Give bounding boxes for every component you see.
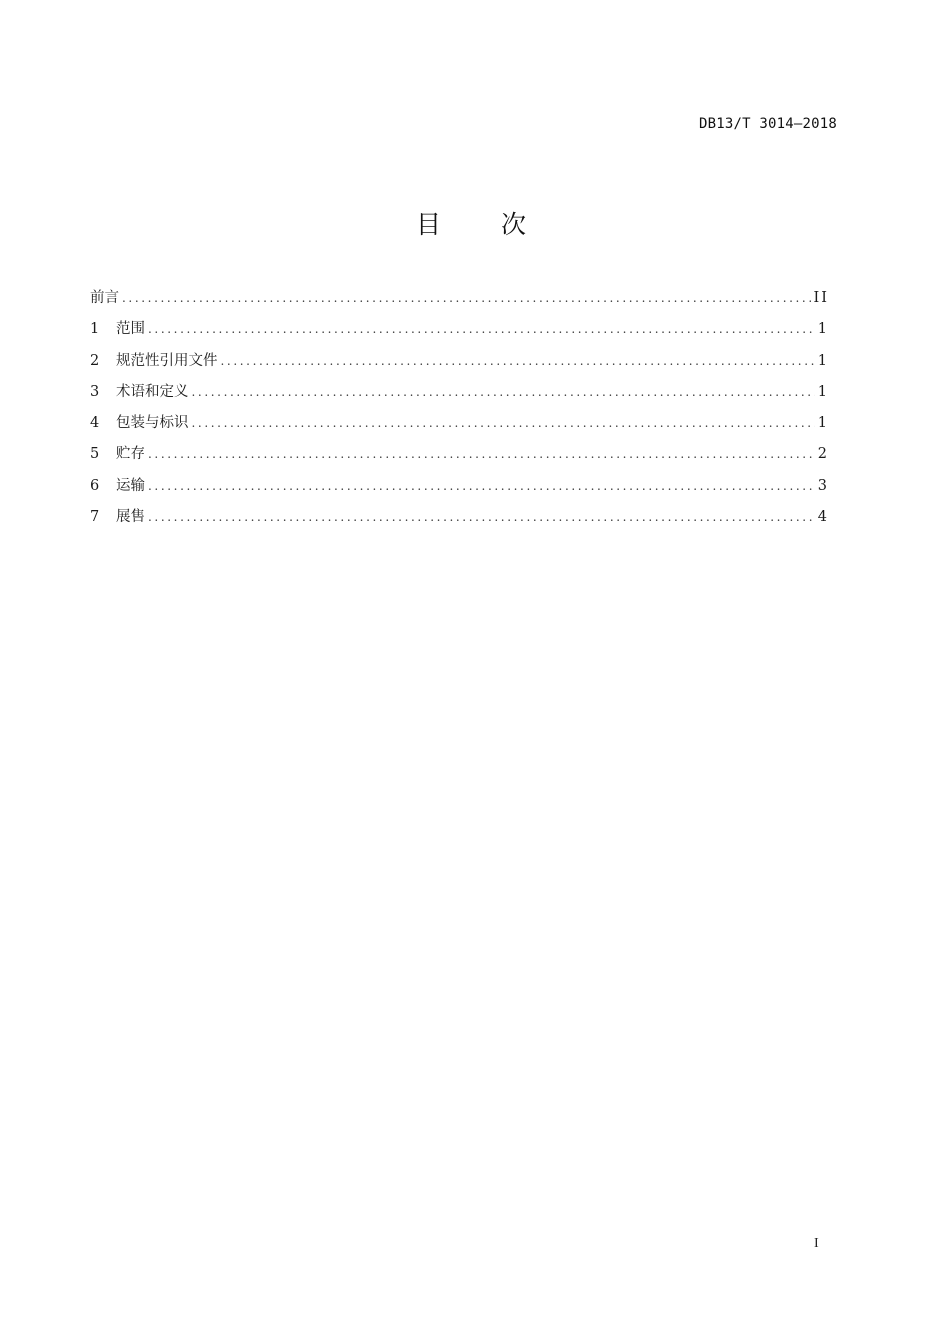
toc-entry-page: II [813,290,829,306]
toc-leader-dots [148,505,815,529]
toc-entry-page: 1 [817,352,829,369]
toc-leader-dots [192,411,815,435]
toc-leader-dots [148,442,815,466]
toc-entry-label: 术语和定义 [116,383,189,400]
toc-leader-dots [148,474,815,498]
page-number: I [814,1236,819,1251]
document-code: DB13/T 3014—2018 [698,116,837,132]
toc-entry-transport[interactable] [90,474,829,505]
toc-entry-foreword[interactable] [90,286,829,317]
toc-entry-label: 规范性引用文件 [116,352,218,369]
toc-title: 目 次 [416,210,552,239]
toc-leader-dots [221,349,815,373]
toc-entry-label: 展售 [116,509,145,526]
toc-entry-label: 运输 [116,477,145,494]
toc-entry-label: 贮存 [116,446,145,463]
toc-entry-storage[interactable] [90,442,829,473]
toc-entry-label: 前言 [90,290,119,306]
toc-entry-label: 包装与标识 [116,415,189,432]
table-of-contents [90,286,829,536]
toc-entry-exhibition-sale[interactable] [90,505,829,536]
toc-entry-number: 3 [90,383,100,400]
toc-entry-number: 6 [90,477,100,494]
toc-entry-number: 2 [90,352,100,369]
toc-entry-normative-references[interactable] [90,349,829,380]
toc-entry-page: 4 [817,509,829,526]
toc-entry-scope[interactable] [90,317,829,348]
toc-entry-number: 5 [90,446,100,463]
toc-entry-page: 1 [817,415,829,432]
toc-entry-page: 1 [817,383,829,400]
toc-entry-number: 7 [90,509,100,526]
toc-entry-page: 3 [817,477,829,494]
toc-leader-dots [148,317,815,341]
toc-entry-packaging-labeling[interactable] [90,411,829,442]
toc-entry-page: 1 [817,321,829,338]
toc-leader-dots [122,286,811,310]
toc-entry-number: 1 [90,321,100,338]
toc-entry-page: 2 [817,446,829,463]
toc-entry-number: 4 [90,415,100,432]
toc-entry-terms-definitions[interactable] [90,380,829,411]
toc-leader-dots [192,380,815,404]
toc-entry-label: 范围 [116,321,145,338]
